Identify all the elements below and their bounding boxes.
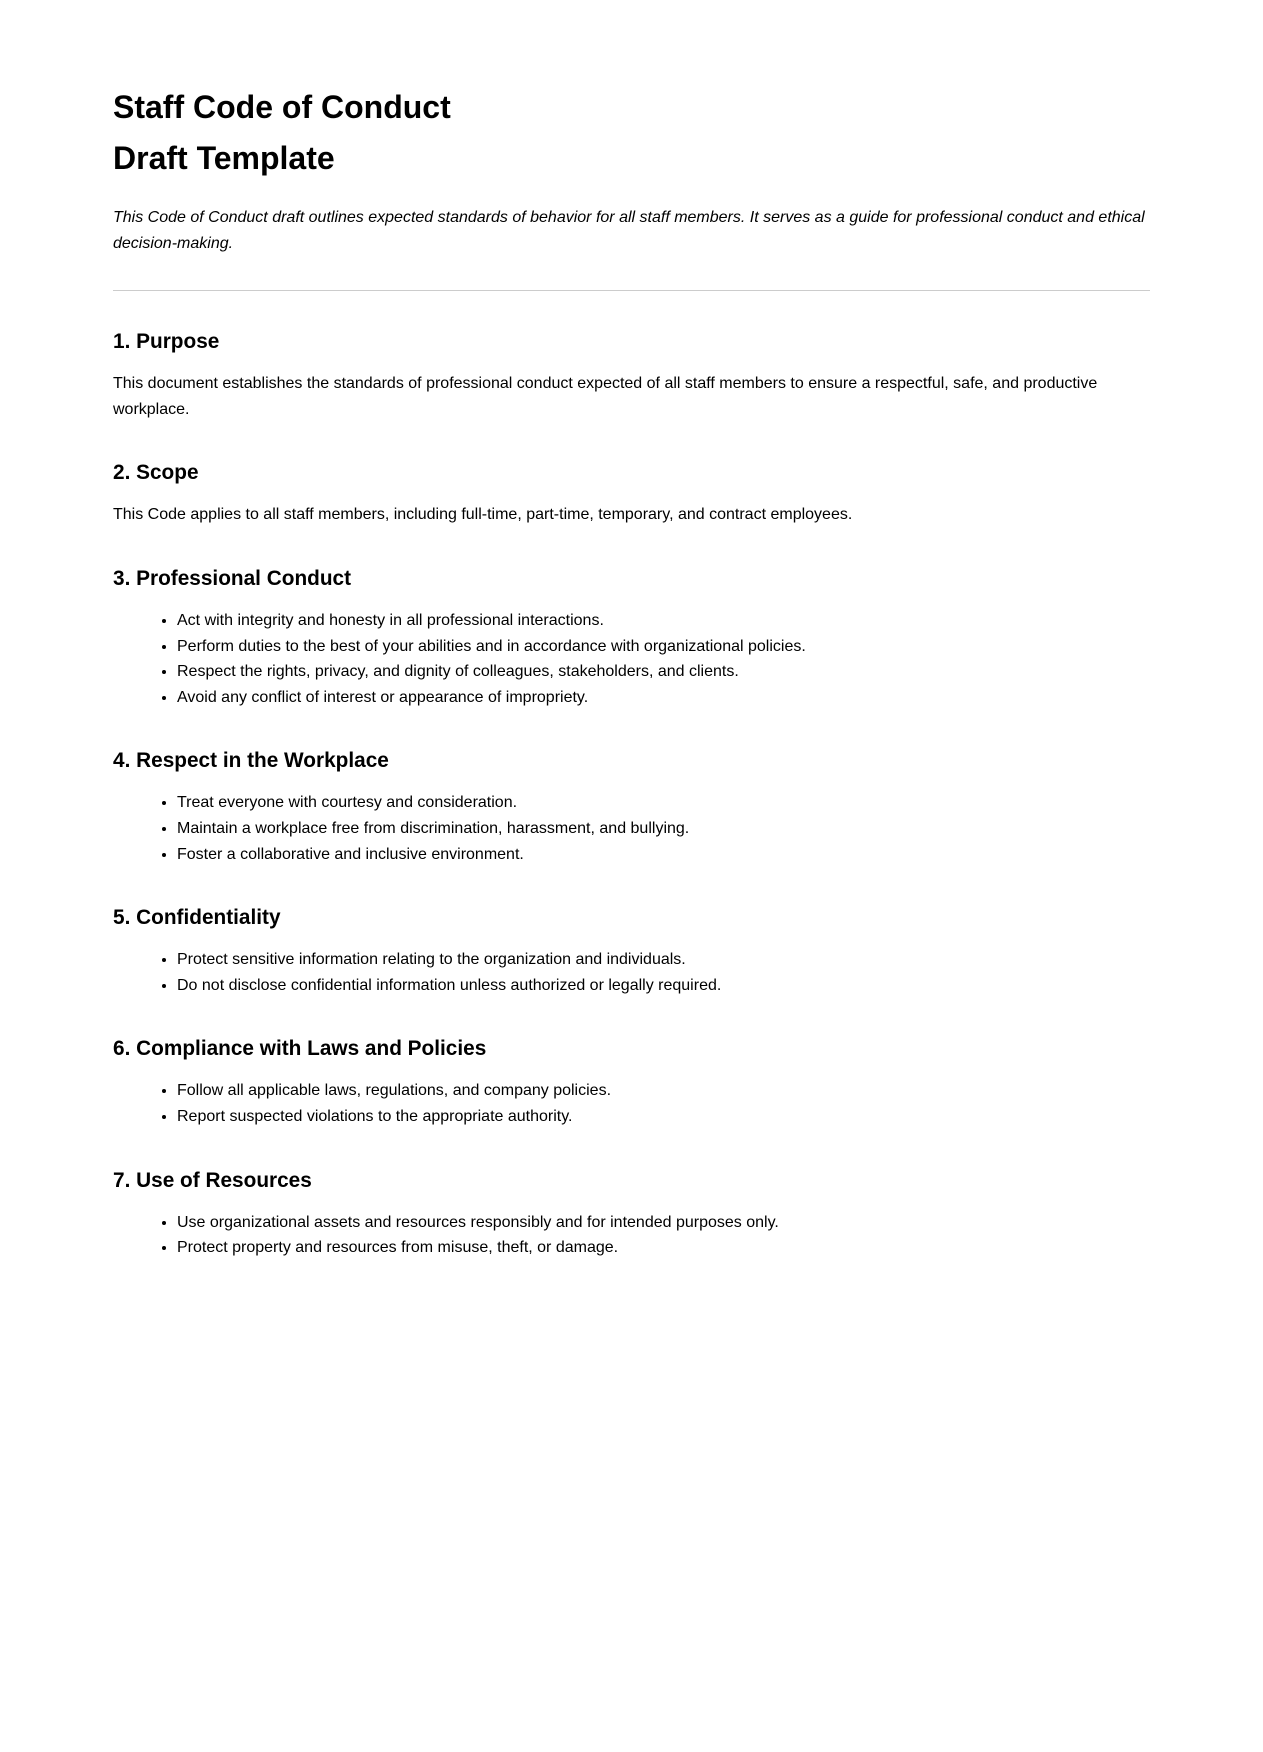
list-item: • Act with integrity and honesty in all professional interactions. [177,608,1150,634]
list-item: • Perform duties to the best of your abilities and in accordance with organizational policies. [177,634,1150,660]
section-heading: 7. Use of Resources [113,1168,312,1192]
title-line-2: Draft Template [113,140,335,176]
section-purpose [113,329,1150,422]
section-compliance [113,1036,1150,1129]
list-item: • Foster a collaborative and inclusive environment. [177,842,1150,868]
list-item: • Avoid any conflict of interest or appearance of impropriety. [177,685,1150,711]
list-item: • Protect sensitive information relating to the organization and individuals. [177,947,1150,973]
section-heading: 5. Confidentiality [113,906,281,930]
bullet-list [113,1078,1150,1129]
bullet-list [113,1210,1150,1261]
list-item: • Do not disclose confidential information unless authorized or legally required. [177,973,1150,999]
section-heading: 2. Scope [113,461,199,485]
list-item: • Treat everyone with courtesy and consideration. [177,790,1150,816]
document-page [113,0,1150,1261]
title-line-1: Staff Code of Conduct [113,89,451,125]
list-item: • Protect property and resources from misuse, theft, or damage. [177,1235,1150,1261]
list-item: • Use organizational assets and resources responsibly and for intended purposes only. [177,1210,1150,1236]
section-paragraph: This Code applies to all staff members, including full-time, part-time, temporary, and contract employees. [113,506,853,524]
list-item: • Report suspected violations to the appropriate authority. [177,1104,1150,1130]
divider [113,290,1150,291]
section-respect-in-workplace [113,748,1150,867]
section-use-of-resources [113,1168,1150,1261]
list-item: • Follow all applicable laws, regulations, and company policies. [177,1078,1150,1104]
list-item: • Maintain a workplace free from discrimination, harassment, and bullying. [177,816,1150,842]
bullet-list [113,608,1150,710]
intro-paragraph: This Code of Conduct draft outlines expected standards of behavior for all staff members. It serves as a guide for professional conduct and ethical decision-making. [113,209,1145,252]
section-heading: 4. Respect in the Workplace [113,749,389,773]
bullet-list [113,790,1150,867]
section-heading: 3. Professional Conduct [113,566,352,590]
document-title [113,82,1150,184]
section-heading: 1. Purpose [113,330,220,354]
section-heading: 6. Compliance with Laws and Policies [113,1037,487,1061]
section-confidentiality [113,905,1150,998]
list-item: • Respect the rights, privacy, and dignity of colleagues, stakeholders, and clients. [177,659,1150,685]
section-professional-conduct [113,566,1150,710]
section-paragraph: This document establishes the standards of professional conduct expected of all staff members to ensure a respectful, safe, and productive workplace. [113,375,1098,418]
bullet-list [113,947,1150,998]
section-scope [113,460,1150,528]
